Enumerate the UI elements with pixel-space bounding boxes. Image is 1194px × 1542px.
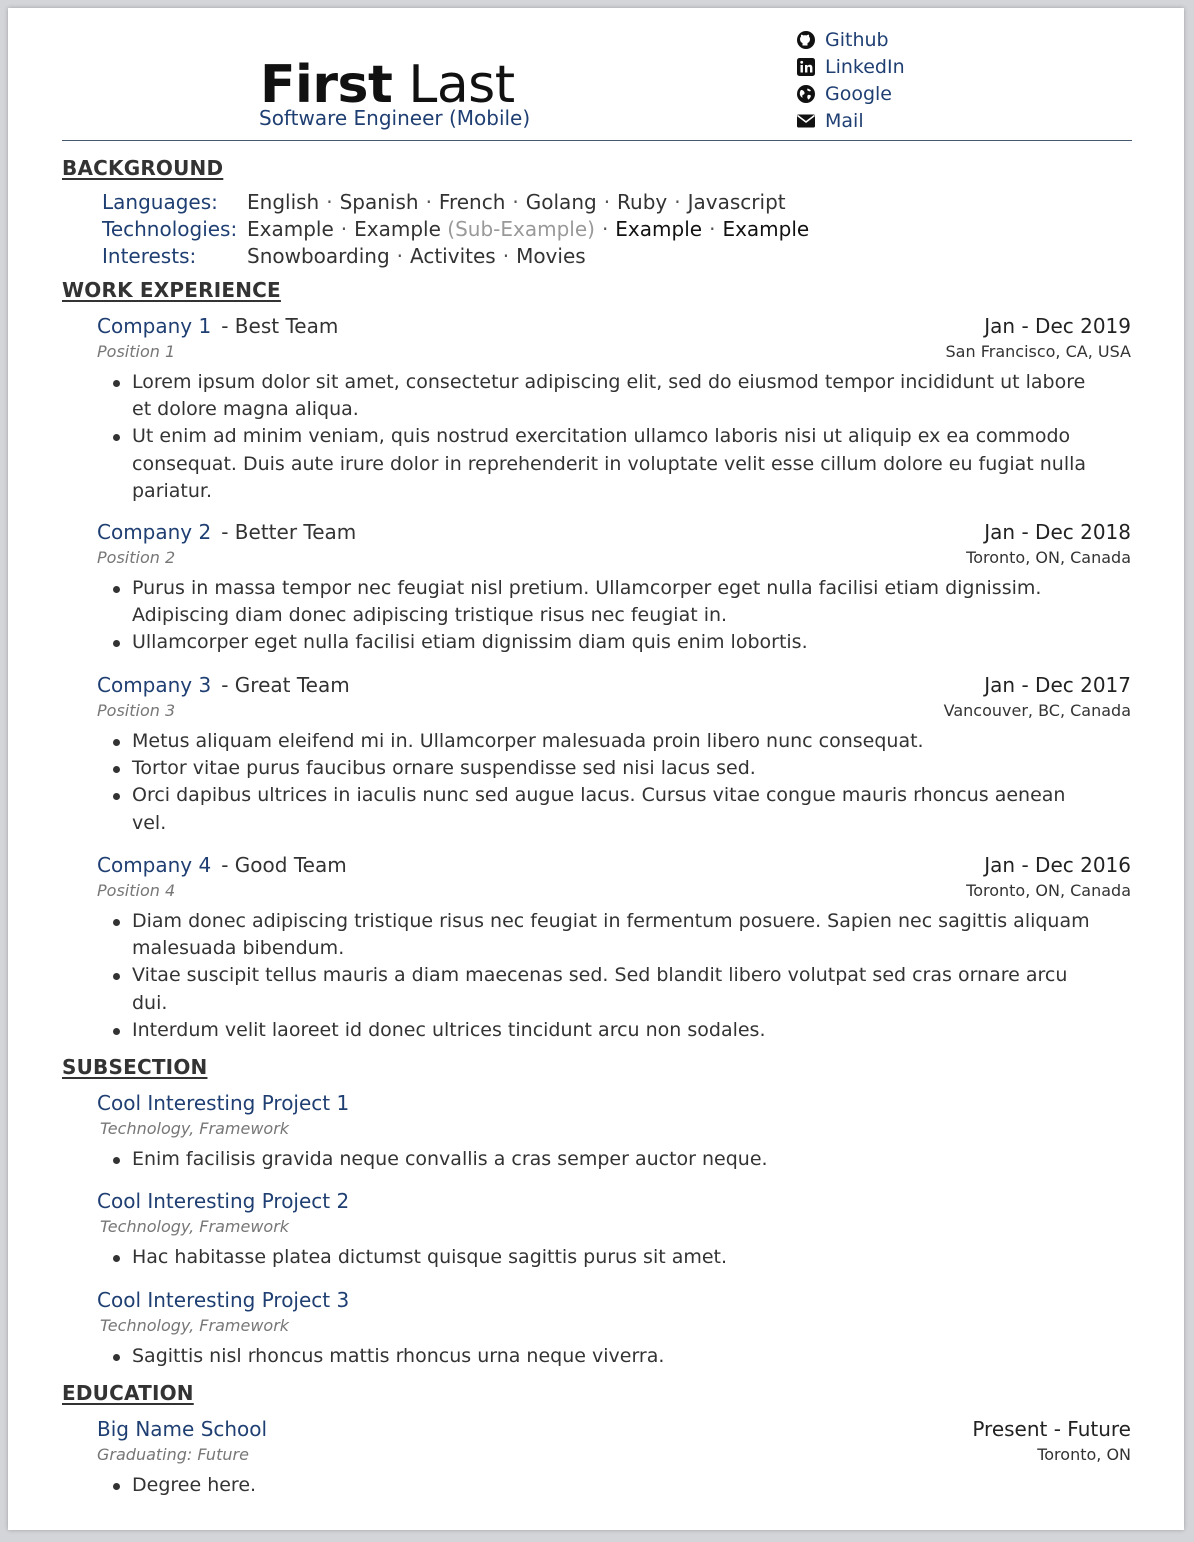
technology-sub-item: (Sub-Example) xyxy=(447,217,595,241)
technologies-row xyxy=(102,217,809,244)
globe-icon xyxy=(796,84,816,104)
bullet-item: Sagittis nisl rhoncus mattis rhoncus urna neque viverra. xyxy=(132,1343,1131,1370)
bullet-item: Interdum velit laoreet id donec ultrices tincidunt arcu non sodales. xyxy=(132,1017,1131,1044)
technology-item: Example xyxy=(354,217,441,241)
bullet-item: Orci dapibus ultrices in iaculis nunc sed augue lacus. Cursus vitae congue mauris rhoncus aenean vel. xyxy=(132,782,1131,836)
linkedin-icon xyxy=(796,57,816,77)
team-name: - Best Team xyxy=(221,314,339,338)
education-entry xyxy=(97,1417,1131,1499)
technologies-list: Example · Example (Sub-Example) · Example · Example xyxy=(247,217,810,241)
bullet-item: Enim facilisis gravida neque convallis a cras semper auctor neque. xyxy=(132,1146,1131,1173)
interest-item: Activites xyxy=(410,244,496,268)
bullet-item: Tortor vitae purus faucibus ornare suspendisse sed nisi lacus sed. xyxy=(132,755,1131,782)
company-name: Company 1 xyxy=(97,314,212,338)
last-name: Last xyxy=(408,55,515,115)
project-tech: Technology, Framework xyxy=(100,1316,290,1335)
project-entry xyxy=(97,1288,1131,1370)
project-tech: Technology, Framework xyxy=(100,1119,290,1138)
background-heading: BACKGROUND xyxy=(62,156,224,180)
bullet-item: Degree here. xyxy=(132,1472,1131,1499)
job-dates: Jan - Dec 2017 xyxy=(984,673,1131,697)
bullet-list xyxy=(97,575,1131,657)
work-entry xyxy=(97,314,1131,505)
job-title: Software Engineer (Mobile) xyxy=(259,106,531,130)
project-title: Cool Interesting Project 3 xyxy=(97,1288,350,1312)
contact-mail-label: Mail xyxy=(825,109,864,132)
interests-label: Interests: xyxy=(102,244,197,268)
contact-links xyxy=(796,26,1056,134)
school-name: Big Name School xyxy=(97,1417,268,1441)
languages-row xyxy=(102,190,786,217)
bullet-item: Ut enim ad minim veniam, quis nostrud exercitation ullamco laboris nisi ut aliquip ex ea commodo consequat. Duis aute irure dolor in reprehenderit in voluptate velit esse cillum dolore eu fugiat nulla pariatur. xyxy=(132,423,1131,505)
position-title: Position 2 xyxy=(97,548,176,567)
job-dates: Jan - Dec 2016 xyxy=(984,853,1131,877)
language-item: Javascript xyxy=(687,190,786,214)
work-heading: WORK EXPERIENCE xyxy=(62,278,281,302)
contact-linkedin-label: LinkedIn xyxy=(825,55,905,78)
bullet-item: Vitae suscipit tellus mauris a diam maecenas sed. Sed blandit libero volutpat sed cras ornare arcu dui. xyxy=(132,962,1131,1016)
team-name: - Good Team xyxy=(221,853,347,877)
position-title: Position 1 xyxy=(97,342,176,361)
team-name: - Great Team xyxy=(221,673,350,697)
graduation-info: Graduating: Future xyxy=(97,1445,249,1464)
company-name: Company 2 xyxy=(97,520,212,544)
bullet-list xyxy=(97,908,1131,1044)
resume-page xyxy=(8,8,1184,1530)
header-divider xyxy=(62,140,1132,141)
bullet-item: Metus aliquam eleifend mi in. Ullamcorper malesuada proin libero nunc consequat. xyxy=(132,728,1131,755)
work-entry xyxy=(97,673,1131,837)
language-item: Spanish xyxy=(339,190,419,214)
mail-icon xyxy=(796,111,816,131)
subsection-heading: SUBSECTION xyxy=(62,1055,208,1079)
project-entry xyxy=(97,1189,1131,1271)
school-location: Toronto, ON xyxy=(1037,1445,1131,1464)
technology-item: Example xyxy=(615,217,703,241)
interest-item: Snowboarding xyxy=(247,244,390,268)
position-title: Position 3 xyxy=(97,701,176,720)
first-name: First xyxy=(260,55,393,115)
contact-google[interactable] xyxy=(796,80,1056,107)
job-dates: Jan - Dec 2019 xyxy=(984,314,1131,338)
education-heading: EDUCATION xyxy=(62,1381,194,1405)
contact-mail[interactable] xyxy=(796,107,1056,134)
language-item: French xyxy=(438,190,506,214)
job-location: Toronto, ON, Canada xyxy=(966,881,1131,900)
position-title: Position 4 xyxy=(97,881,176,900)
job-dates: Jan - Dec 2018 xyxy=(984,520,1131,544)
interest-item: Movies xyxy=(516,244,586,268)
bullet-item: Hac habitasse platea dictumst quisque sagittis purus sit amet. xyxy=(132,1244,1131,1271)
interests-row xyxy=(102,244,586,271)
team-name: - Better Team xyxy=(221,520,357,544)
interests-list: Snowboarding · Activites · Movies xyxy=(247,244,586,268)
bullet-item: Diam donec adipiscing tristique risus nec feugiat in fermentum posuere. Sapien nec sagittis aliquam malesuada bibendum. xyxy=(132,908,1131,962)
project-tech: Technology, Framework xyxy=(100,1217,290,1236)
technology-item: Example xyxy=(722,217,810,241)
job-location: San Francisco, CA, USA xyxy=(945,342,1131,361)
work-entry xyxy=(97,853,1131,1044)
github-icon xyxy=(796,30,816,50)
languages-list: English · Spanish · French · Golang · Ruby · Javascript xyxy=(247,190,786,214)
project-title: Cool Interesting Project 2 xyxy=(97,1189,350,1213)
bullet-list xyxy=(97,1244,1131,1271)
technologies-label: Technologies: xyxy=(102,217,238,241)
contact-google-label: Google xyxy=(825,82,893,105)
contact-github[interactable] xyxy=(796,26,1056,53)
education-dates: Present - Future xyxy=(972,1417,1131,1441)
bullet-item: Ullamcorper eget nulla facilisi etiam dignissim diam quis enim lobortis. xyxy=(132,629,1131,656)
language-item: Ruby xyxy=(617,190,668,214)
job-location: Toronto, ON, Canada xyxy=(966,548,1131,567)
technology-item: Example xyxy=(247,217,334,241)
bullet-list xyxy=(97,369,1131,505)
work-entry xyxy=(97,520,1131,657)
bullet-list xyxy=(97,1343,1131,1370)
bullet-item: Lorem ipsum dolor sit amet, consectetur adipiscing elit, sed do eiusmod tempor incididunt ut labore et dolore magna aliqua. xyxy=(132,369,1131,423)
project-title: Cool Interesting Project 1 xyxy=(97,1091,350,1115)
language-item: Golang xyxy=(525,190,597,214)
contact-github-label: Github xyxy=(825,28,889,51)
company-name: Company 4 xyxy=(97,853,212,877)
bullet-list xyxy=(97,1472,1131,1499)
contact-linkedin[interactable] xyxy=(796,53,1056,80)
bullet-list xyxy=(97,1146,1131,1173)
job-location: Vancouver, BC, Canada xyxy=(943,701,1131,720)
language-item: English xyxy=(247,190,320,214)
languages-label: Languages: xyxy=(102,190,218,214)
bullet-list xyxy=(97,728,1131,837)
bullet-item: Purus in massa tempor nec feugiat nisl pretium. Ullamcorper eget nulla facilisi etiam dignissim. Adipiscing diam donec adipiscing tristique risus nec feugiat in. xyxy=(132,575,1131,629)
company-name: Company 3 xyxy=(97,673,212,697)
project-entry xyxy=(97,1091,1131,1173)
